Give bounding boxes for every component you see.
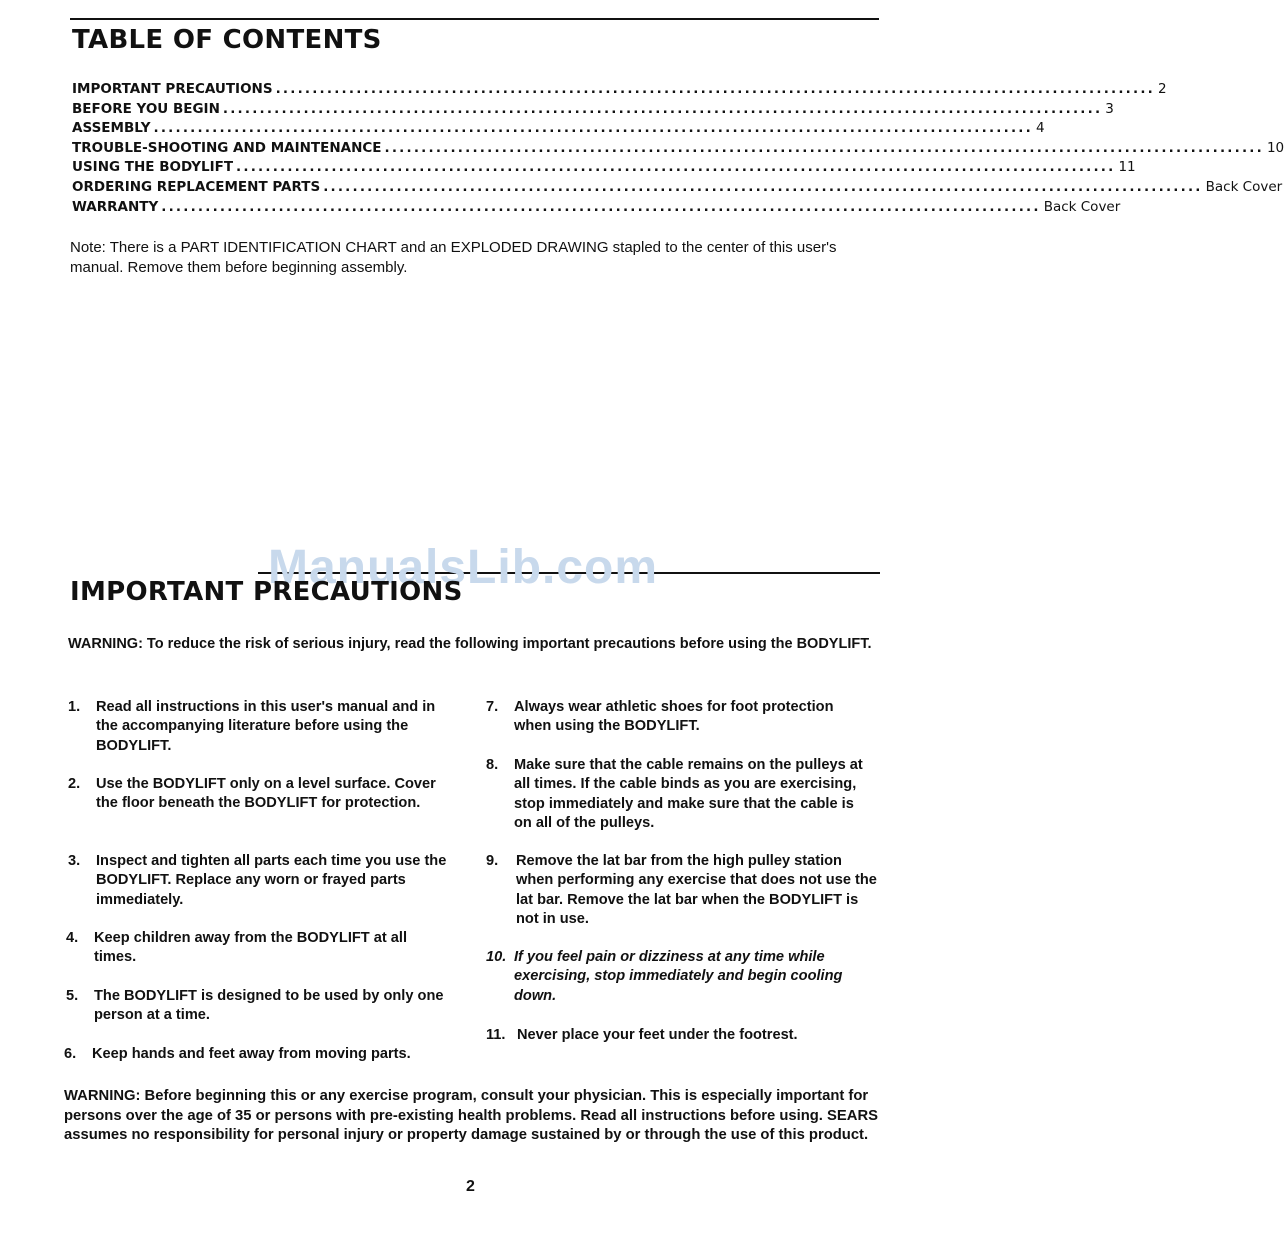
precaution-number: 11. [486, 1027, 506, 1043]
toc-list [72, 81, 1284, 218]
warning-intro: WARNING: To reduce the risk of serious injury, read the following important precautions before using the BODYLIFT. [68, 636, 872, 652]
toc-entry-page: 2 [1158, 81, 1167, 97]
toc-leader: ........................................................................................................................ [323, 178, 1203, 195]
page-number: 2 [466, 1178, 475, 1195]
precaution-number: 10. [486, 949, 507, 965]
toc-entry-title: BEFORE YOU BEGIN [72, 100, 220, 117]
toc-entry-page: Back Cover [1043, 198, 1121, 215]
precaution-number: 8. [486, 757, 499, 773]
toc-leader: ........................................................................................................................ [153, 120, 1033, 137]
precaution-number: 2. [68, 776, 81, 792]
toc-entry-title: IMPORTANT PRECAUTIONS [72, 81, 273, 97]
toc-entry-title: TROUBLE-SHOOTING AND MAINTENANCE [72, 139, 382, 156]
watermark-logo: ManualsLib.com [268, 541, 659, 594]
toc-heading: TABLE OF CONTENTS [72, 25, 382, 55]
top-rule [70, 18, 879, 20]
toc-entry-title: USING THE BODYLIFT [72, 159, 234, 176]
toc-leader: ........................................................................................................................ [275, 81, 1155, 97]
precaution-text: Remove the lat bar from the high pulley station when performing any exercise that does not use the lat bar. Remove the lat bar when the BODYLIFT is not in use. [516, 853, 877, 928]
precaution-text: Use the BODYLIFT only on a level surface. Cover the floor beneath the BODYLIFT for protection. [96, 776, 436, 812]
precaution-number: 4. [66, 930, 79, 946]
toc-entry[interactable] [72, 198, 1121, 219]
toc-entry-page: Back Cover [1205, 178, 1283, 195]
toc-entry[interactable] [72, 81, 1167, 101]
toc-entry-title: ORDERING REPLACEMENT PARTS [72, 178, 321, 195]
toc-note: Note: There is a PART IDENTIFICATION CHART and an EXPLODED DRAWING stapled to the center of this user's manual. Remove them before beginning assembly. [70, 239, 837, 276]
toc-leader: ........................................................................................................................ [236, 159, 1116, 176]
toc-entry[interactable] [72, 178, 1283, 199]
precaution-text: If you feel pain or dizziness at any time while exercising, stop immediately and begin cooling down. [514, 949, 843, 1004]
toc-entry[interactable] [72, 159, 1136, 179]
toc-entry-title: WARRANTY [72, 198, 159, 215]
toc-entry-page: 3 [1105, 100, 1114, 117]
toc-entry-page: 4 [1035, 120, 1045, 137]
toc-entry[interactable] [72, 100, 1114, 121]
toc-entry-page: 11 [1118, 159, 1136, 176]
precautions-heading: IMPORTANT PRECAUTIONS [70, 577, 463, 607]
precaution-number: 3. [68, 853, 81, 869]
precaution-number: 1. [68, 699, 81, 715]
precaution-text: Always wear athletic shoes for foot protection when using the BODYLIFT. [514, 699, 834, 735]
precaution-text: The BODYLIFT is designed to be used by only one person at a time. [94, 988, 444, 1024]
precaution-text: Never place your feet under the footrest. [517, 1027, 798, 1043]
precaution-text: Make sure that the cable remains on the pulleys at all times. If the cable binds as you are exercising, stop immediately and make sure that the cable is on all of the pulleys. [514, 757, 863, 832]
precaution-text: Keep hands and feet away from moving parts. [92, 1046, 411, 1062]
precaution-number: 9. [486, 853, 499, 869]
precaution-text: Read all instructions in this user's manual and in the accompanying literature before using the BODYLIFT. [96, 699, 436, 754]
precaution-number: 6. [64, 1046, 77, 1062]
toc-entry-title: ASSEMBLY [72, 120, 151, 137]
toc-leader: ........................................................................................................................ [222, 100, 1103, 117]
precaution-text: Inspect and tighten all parts each time you use the BODYLIFT. Replace any worn or frayed parts immediately. [96, 853, 447, 908]
precaution-text: Keep children away from the BODYLIFT at all times. [94, 930, 408, 966]
toc-entry[interactable] [72, 139, 1284, 160]
precaution-number: 7. [486, 699, 499, 715]
toc-entry[interactable] [72, 120, 1045, 140]
toc-leader: ........................................................................................................................ [384, 139, 1264, 156]
toc-leader: ........................................................................................................................ [161, 198, 1041, 215]
warning-footer: WARNING: Before beginning this or any exercise program, consult your physician. This is especially important for persons over the age of 35 or persons with pre-existing health problems. Read all instructions before using. SEARS assumes no responsibility for personal injury or property damage sustained by or through the use of this product. [64, 1088, 879, 1144]
toc-entry-page: 10 [1266, 139, 1284, 156]
precaution-number: 5. [66, 988, 79, 1004]
